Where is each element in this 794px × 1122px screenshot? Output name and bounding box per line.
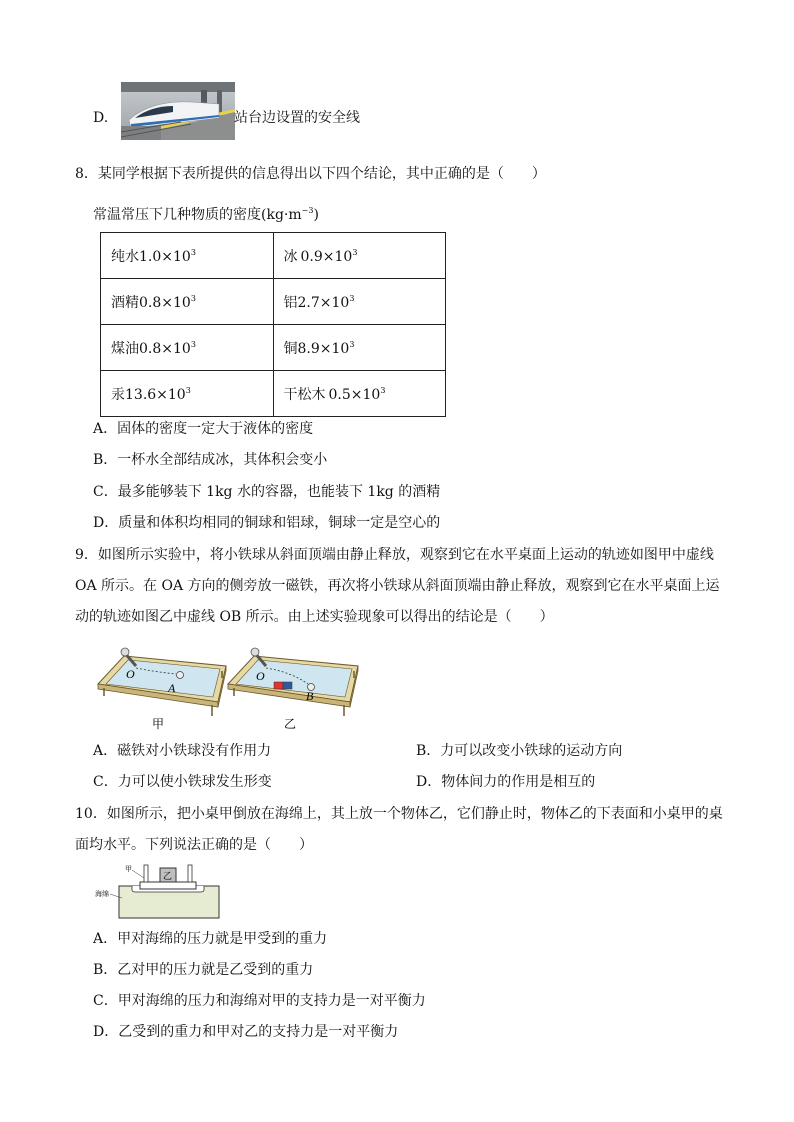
label-jia: 甲 [152,717,165,730]
table-cell: 汞$13.6\times 10^3$ [101,371,274,417]
table-cell: 铜$8.9\times 10^3$ [273,325,446,371]
q7-option-d-text: 站台边设置的安全线 [234,110,360,126]
q9-option-a[interactable]: A．磁铁对小铁球没有作用力 [93,743,272,759]
q10-option-a[interactable]: A．甲对海绵的压力就是甲受到的重力 [93,931,328,947]
q8-table-caption-close: ) [313,207,319,223]
q10-option-c[interactable]: C．甲对海绵的压力和海绵对甲的支持力是一对平衡力 [93,993,426,1009]
q8-table-caption-text: 常温常压下几种物质的密度 [93,207,261,223]
label-a: A [168,681,176,695]
q9-stem-line3: 动的轨迹如图乙中虚线 OB 所示。由上述实验现象可以得出的结论是（ ） [75,609,554,625]
q10-stem-line2: 面均水平。下列说法正确的是（ ） [75,837,313,853]
q10-option-d[interactable]: D．乙受到的重力和甲对乙的支持力是一对平衡力 [93,1024,399,1040]
table-jia-figure [98,648,226,716]
label-o-yi: O [256,669,265,683]
table-cell: 干松木 $0.5\times 10^3$ [273,371,446,417]
table-cell: 煤油$0.8\times 10^3$ [101,325,274,371]
table-cell: 冰 $0.9\times 10^3$ [273,233,446,279]
table-cell: 酒精$0.8\times 10^3$ [101,279,274,325]
table-row [101,279,446,325]
q8-option-d[interactable]: D．质量和体积均相同的铜球和铝球，铜球一定是空心的 [93,515,441,531]
q9-option-b[interactable]: B．力可以改变小铁球的运动方向 [416,743,623,759]
table-yi-figure [228,648,358,716]
label-b: B [306,689,314,703]
q8-option-b[interactable]: B．一杯水全部结成冰，其体积会变小 [93,452,328,468]
table-cell: 铝$2.7\times 10^3$ [273,279,446,325]
q8-table-caption [93,201,319,225]
table-row [101,371,446,417]
q10-option-b[interactable]: B．乙对甲的压力就是乙受到的重力 [93,962,314,978]
q8-option-c[interactable]: C．最多能够装下 1kg 水的容器，也能装下 1kg 的酒精 [93,484,441,500]
q10-figure [94,862,224,920]
label-yi-q10: 乙 [163,872,173,882]
q9-figure [96,644,361,730]
table-row [101,233,446,279]
q8-table-caption-unit: (kg·m [261,207,302,223]
label-jia-q10: 甲 [125,865,132,873]
q10-stem-line1: 10．如图所示，把小桌甲倒放在海绵上，其上放一个物体乙，它们静止时，物体乙的下表面和小桌甲的桌 [75,806,723,822]
q9-option-c[interactable]: C．力可以使小铁球发生形变 [93,774,272,790]
q8-option-a[interactable]: A．固体的密度一定大于液体的密度 [93,421,314,437]
label-o-jia: O [126,667,135,681]
small-table-jia [140,882,196,889]
label-sponge: 海绵 [95,890,109,898]
q8-table-caption-exp: −3 [301,206,314,215]
q9-stem-line2: OA 所示。在 OA 方向的侧旁放一磁铁，再次将小铁球从斜面顶端由静止释放，观察到它在水平桌面上运 [75,578,720,594]
table-row [101,325,446,371]
q8-stem: 8．某同学根据下表所提供的信息得出以下四个结论，其中正确的是（ ） [75,166,546,182]
q7-option-d-letter: D. [93,110,109,126]
q9-option-d[interactable]: D．物体间力的作用是相互的 [416,774,596,790]
q9-stem-line1: 9．如图所示实验中，将小铁球从斜面顶端由静止释放，观察到它在水平桌面上运动的轨迹如图甲中虚线 [75,547,714,563]
density-table [100,232,446,417]
table-cell: 纯水$1.0\times 10^3$ [101,233,274,279]
train-station-photo [121,82,235,140]
label-yi: 乙 [284,717,297,730]
